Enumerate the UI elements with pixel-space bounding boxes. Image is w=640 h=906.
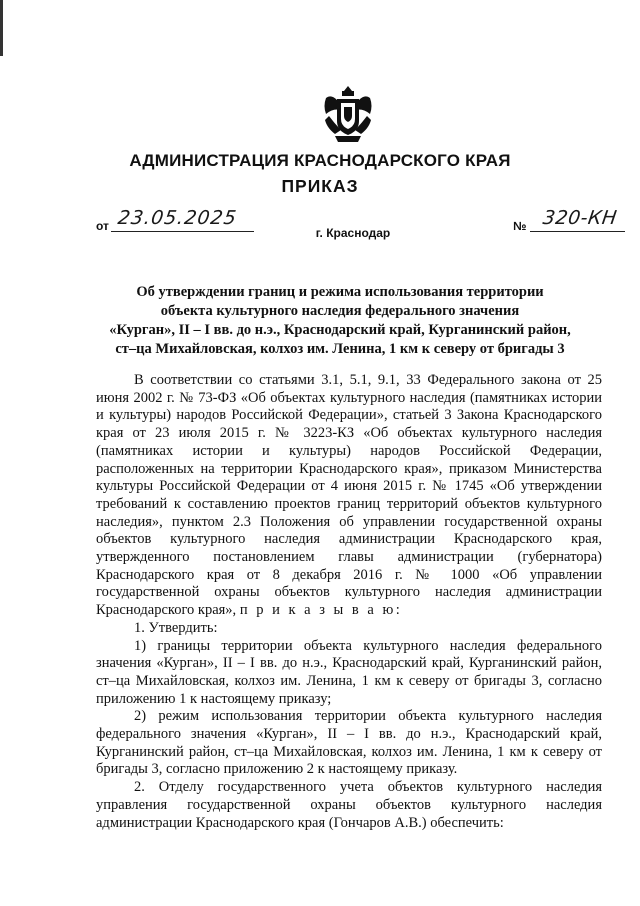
order-word: п р и к а з ы в а ю: — [239, 602, 403, 619]
coat-of-arms-icon — [321, 84, 375, 144]
title-line: Об утверждении границ и режима использования территории — [136, 284, 544, 300]
document-body — [96, 372, 602, 832]
item-1: 1. Утвердить: — [134, 619, 218, 636]
date-prefix: от — [96, 219, 109, 233]
title-line: ст–ца Михайловская, колхоз им. Ленина, 1 км к северу от бригады 3 — [115, 341, 565, 357]
item-1-1: 1) границы территории объекта культурного наследия федерального значения «Курган», II – I вв. до н.э., Краснодарский край, Курганинский район, ст–ца Михайловская, колхоз им. Ленина, 1 км к северу от бригады 3, согласно приложению 1 к настоящему приказу; — [96, 637, 602, 707]
preamble-text: В соответствии со статьями 3.1, 5.1, 9.1, 33 Федерального закона от 25 июня 2002 г. № 73-ФЗ «Об объектах культурного наследия (памятниках истории и культуры) народов Российской Федерации», статьей 3 Закона Краснодарского края от 23 июля 2015 г. № 3223-КЗ «Об объектах культурного наследия (памятниках истории и культуры) народов Российской Федерации, расположенных на территории Краснодарского края», приказом Министерства культуры Российской Федерации от 4 июня 2015 г. № 1745 «Об утверждении требований к составлению проектов границ территорий объектов культурного наследия», пунктом 2.3 Положения об управлении государственной охраны объектов культурного наследия администрации Краснодарского края, утвержденного постановлением главы администрации (губернатора) Краснодарского края от 8 декабря 2016 г. № 1000 «Об управлении государственной охраны объектов культурного наследия администрации Краснодарского края», — [96, 372, 602, 619]
document-title — [90, 283, 590, 359]
organization-name: АДМИНИСТРАЦИЯ КРАСНОДАРСКОГО КРАЯ — [129, 151, 511, 170]
title-line: объекта культурного наследия федерального значения — [160, 303, 520, 319]
number-handwritten: 320-КН — [541, 207, 619, 229]
item-1-2: 2) режим использования территории объекта культурного наследия федерального значения «Курган», II – I вв. до н.э., Краснодарский край, Курганинский район, ст–ца Михайловская, колхоз им. Ленина, 1 км к северу от бригады 3, согласно приложению 2 к настоящему приказу. — [96, 708, 602, 778]
number-prefix: № — [513, 219, 527, 233]
date-handwritten: 23.05.2025 — [116, 207, 239, 229]
city: г. Краснодар — [315, 226, 391, 240]
title-line: «Курган», II – I вв. до н.э., Краснодарский край, Курганинский район, — [109, 322, 571, 338]
preamble-paragraph — [96, 372, 602, 620]
document-type: ПРИКАЗ — [281, 176, 359, 196]
item-2: 2. Отделу государственного учета объектов культурного наследия управления государственной охраны объектов культурного наследия администрации Краснодарского края (Гончаров А.В.) обеспечить: — [96, 779, 602, 831]
page-edge-mark — [0, 0, 3, 56]
